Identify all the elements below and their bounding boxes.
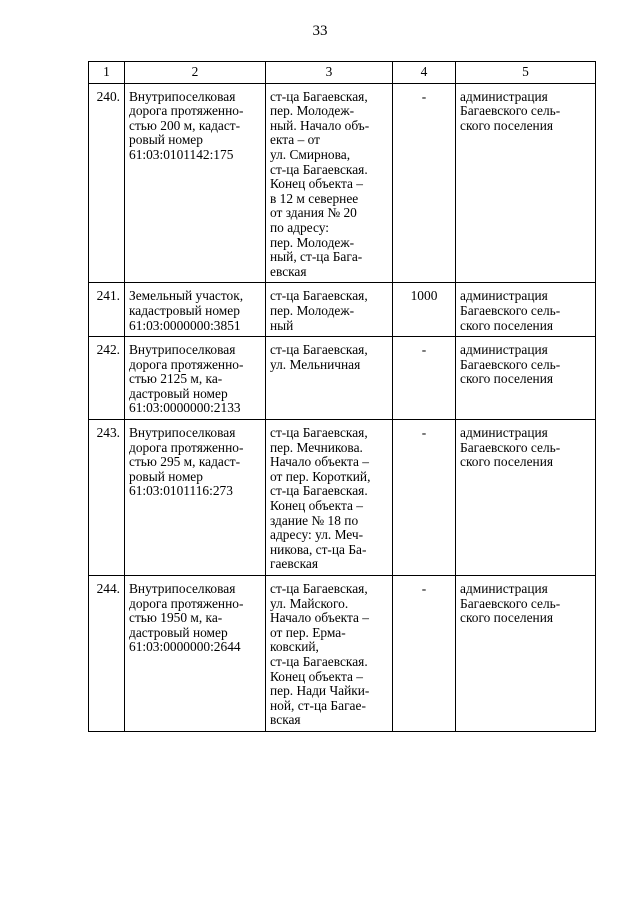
table-row: [89, 337, 596, 420]
object-address: ст-ца Багаевская, ул. Майского. Начало объекта – от пер. Ерма- ковский, ст-ца Багаевская. Конец объекта – пер. Нади Чайки- ной, ст-ца Багае- вская: [266, 576, 393, 732]
row-number: 243.: [89, 420, 125, 576]
table-row: [89, 576, 596, 732]
property-register-table: [88, 61, 596, 732]
object-address: ст-ца Багаевская, пер. Молодеж- ный. Начало объ- екта – от ул. Смирнова, ст-ца Багаевская. Конец объекта – в 12 м севернее от здания № 20 по адресу: пер. Молодеж- ный, ст-ца Бага- евская: [266, 83, 393, 283]
object-area: -: [393, 576, 456, 732]
right-holder: администрация Багаевского сель- ского поселения: [456, 83, 596, 283]
object-area: -: [393, 420, 456, 576]
row-number: 240.: [89, 83, 125, 283]
object-description: Внутрипоселковая дорога протяженно- стью 200 м, кадаст- ровый номер 61:03:0101142:175: [125, 83, 266, 283]
right-holder: администрация Багаевского сель- ского поселения: [456, 337, 596, 420]
object-address: ст-ца Багаевская, пер. Мечникова. Начало объекта – от пер. Короткий, ст-ца Багаевская. Конец объекта – здание № 18 по адресу: ул. Меч- никова, ст-ца Ба- гаевская: [266, 420, 393, 576]
header-col-4: 4: [393, 62, 456, 84]
object-description: Внутрипоселковая дорога протяженно- стью 295 м, кадаст- ровый номер 61:03:0101116:273: [125, 420, 266, 576]
row-number: 241.: [89, 283, 125, 337]
page-number: 33: [312, 23, 328, 39]
object-address: ст-ца Багаевская, пер. Молодеж- ный: [266, 283, 393, 337]
object-area: 1000: [393, 283, 456, 337]
table-row: [89, 420, 596, 576]
object-description: Земельный участок, кадастровый номер 61:03:0000000:3851: [125, 283, 266, 337]
object-address: ст-ца Багаевская, ул. Мельничная: [266, 337, 393, 420]
row-number: 242.: [89, 337, 125, 420]
row-number: 244.: [89, 576, 125, 732]
right-holder: администрация Багаевского сель- ского поселения: [456, 420, 596, 576]
header-col-3: 3: [266, 62, 393, 84]
object-description: Внутрипоселковая дорога протяженно- стью 1950 м, ка- дастровый номер 61:03:0000000:2644: [125, 576, 266, 732]
header-col-1: 1: [89, 62, 125, 84]
object-area: -: [393, 83, 456, 283]
table-row: [89, 83, 596, 283]
table-row: [89, 283, 596, 337]
right-holder: администрация Багаевского сель- ского поселения: [456, 283, 596, 337]
column-number-header-row: [89, 62, 596, 84]
header-col-2: 2: [125, 62, 266, 84]
object-description: Внутрипоселковая дорога протяженно- стью 2125 м, ка- дастровый номер 61:03:0000000:2133: [125, 337, 266, 420]
header-col-5: 5: [456, 62, 596, 84]
object-area: -: [393, 337, 456, 420]
right-holder: администрация Багаевского сель- ского поселения: [456, 576, 596, 732]
